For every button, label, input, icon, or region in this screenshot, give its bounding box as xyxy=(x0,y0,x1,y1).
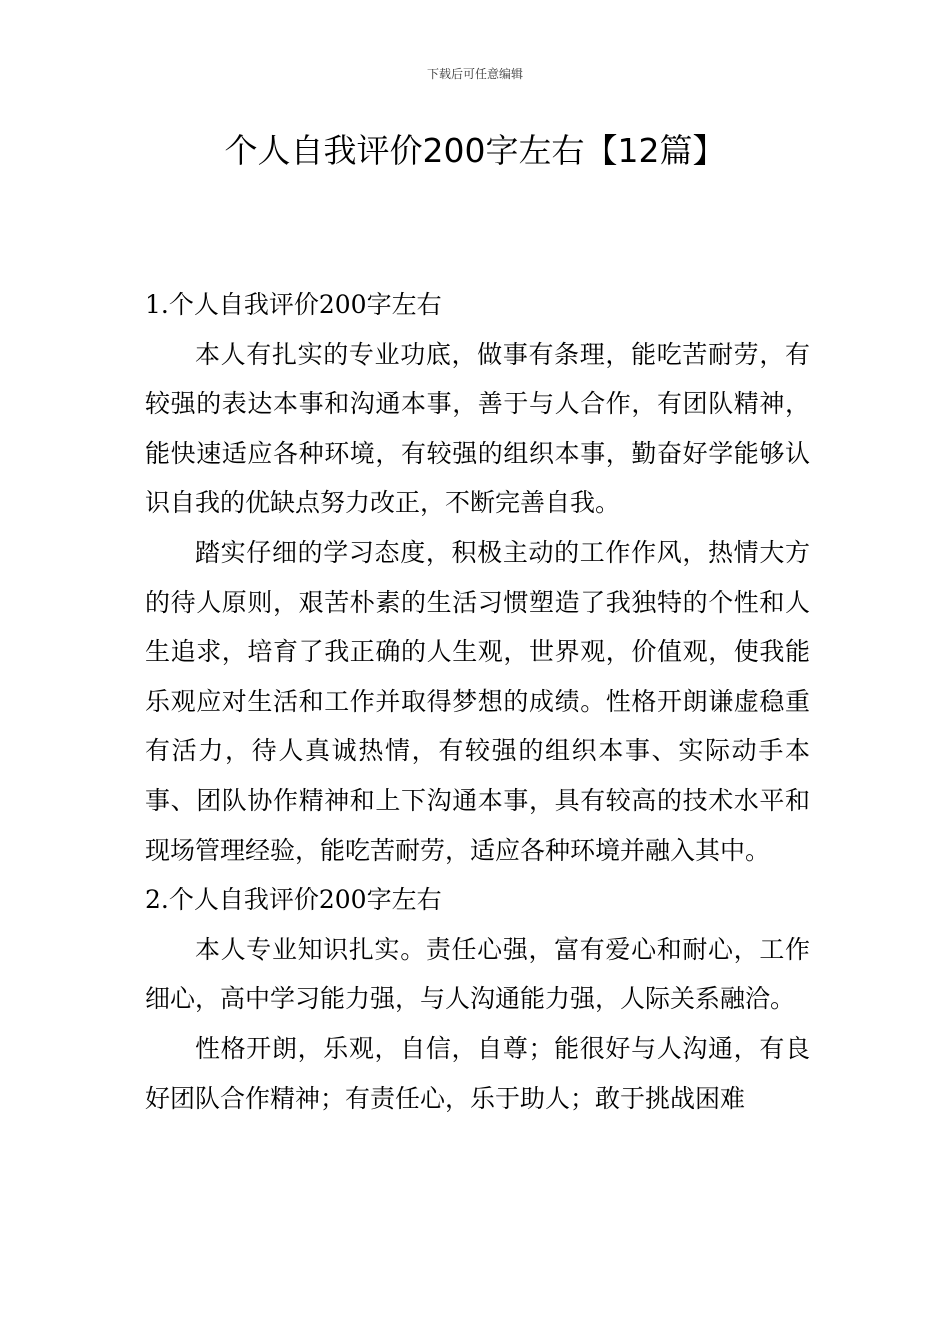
section-1-paragraph-1: 本人有扎实的专业功底，做事有条理，能吃苦耐劳，有较强的表达本事和沟通本事，善于与人合作，有团队精神，能快速适应各种环境，有较强的组织本事，勤奋好学能够认识自我的优缺点努力改正，不断完善自我。 xyxy=(145,339,810,518)
section-2-paragraph-1: 本人专业知识扎实。责任心强，富有爱心和耐心，工作细心，高中学习能力强，与人沟通能力强，人际关系融洽。 xyxy=(145,934,810,1014)
section-heading-1: 1.个人自我评价200字左右 xyxy=(145,290,442,319)
section-heading-2: 2.个人自我评价200字左右 xyxy=(145,885,442,915)
header-note: 下载后可任意编辑 xyxy=(426,67,523,81)
document-title: 个人自我评价200字左右【12篇】 xyxy=(224,131,726,170)
section-2-paragraph-2: 性格开朗，乐观，自信，自尊；能很好与人沟通，有良好团队合作精神；有责任心，乐于助人；敢于挑战困难 xyxy=(145,1033,810,1113)
document-body xyxy=(145,280,810,1123)
section-1-paragraph-2: 踏实仔细的学习态度，积极主动的工作作风，热情大方的待人原则，艰苦朴素的生活习惯塑造了我独特的个性和人生追求，培育了我正确的人生观，世界观，价值观，使我能乐观应对生活和工作并取得梦想的成绩。性格开朗谦虚稳重有活力，待人真诚热情，有较强的组织本事、实际动手本事、团队协作精神和上下沟通本事，具有较高的技术水平和现场管理经验，能吃苦耐劳，适应各种环境并融入其中。 xyxy=(145,537,810,865)
